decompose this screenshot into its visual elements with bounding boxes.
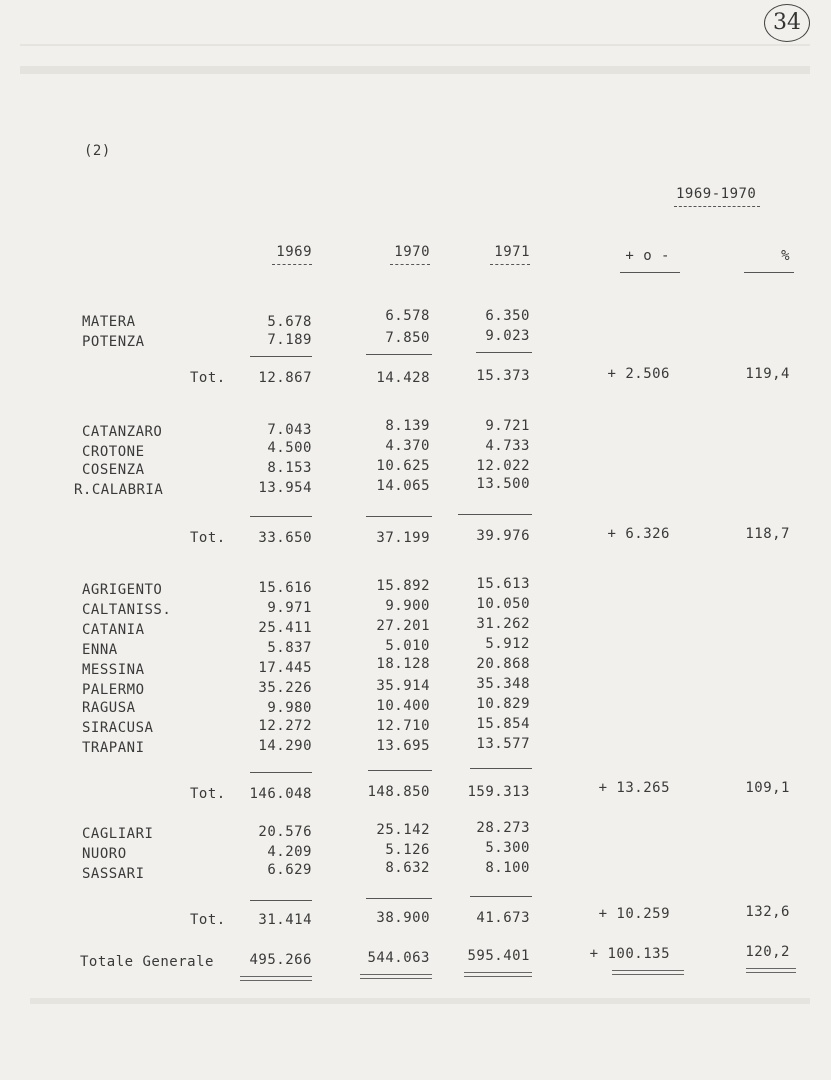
total-diff: + 13.265 (598, 780, 670, 796)
value-1971: 4.733 (485, 438, 530, 454)
value-1970: 9.900 (385, 598, 430, 614)
total-1971: 159.313 (467, 784, 530, 800)
value-1969: 4.500 (267, 440, 312, 456)
value-1971: 13.577 (476, 736, 530, 752)
header-pct: % (781, 248, 790, 264)
subtotal-rule (250, 516, 312, 517)
total-pct: 118,7 (745, 526, 790, 542)
period-underline (674, 206, 760, 207)
total-1970: 38.900 (376, 910, 430, 926)
province-name: CAGLIARI (82, 826, 154, 842)
scan-noise-band (30, 998, 810, 1004)
total-pct: 119,4 (745, 366, 790, 382)
total-label: Tot. (190, 912, 226, 928)
subtotal-rule (470, 768, 532, 769)
province-name: SASSARI (82, 866, 145, 882)
period-label: 1969-1970 (676, 186, 757, 202)
value-1969: 9.980 (267, 700, 312, 716)
value-1970: 18.128 (376, 656, 430, 672)
value-1971: 31.262 (476, 616, 530, 632)
total-1970: 14.428 (376, 370, 430, 386)
total-label: Tot. (190, 786, 226, 802)
province-name: AGRIGENTO (82, 582, 163, 598)
header-underline (390, 264, 430, 265)
subtotal-rule (366, 898, 432, 899)
province-name: CATANZARO (82, 424, 163, 440)
grand-total-1969: 495.266 (249, 952, 312, 968)
province-name: COSENZA (82, 462, 145, 478)
value-1971: 8.100 (485, 860, 530, 876)
value-1970: 5.126 (385, 842, 430, 858)
value-1970: 6.578 (385, 308, 430, 324)
grand-total-double-rule (746, 968, 796, 973)
value-1971: 5.300 (485, 840, 530, 856)
value-1969: 7.043 (267, 422, 312, 438)
total-label: Tot. (190, 370, 226, 386)
value-1969: 6.629 (267, 862, 312, 878)
value-1971: 13.500 (476, 476, 530, 492)
total-diff: + 10.259 (598, 906, 670, 922)
total-1971: 41.673 (476, 910, 530, 926)
subtotal-rule (368, 770, 432, 771)
section-label: (2) (84, 143, 111, 159)
value-1970: 4.370 (385, 438, 430, 454)
subtotal-rule (476, 352, 532, 353)
subtotal-rule (250, 900, 312, 901)
total-diff: + 2.506 (607, 366, 670, 382)
grand-total-diff: + 100.135 (589, 946, 670, 962)
value-1970: 8.139 (385, 418, 430, 434)
value-1970: 10.400 (376, 698, 430, 714)
value-1969: 9.971 (267, 600, 312, 616)
value-1969: 25.411 (258, 620, 312, 636)
total-diff: + 6.326 (607, 526, 670, 542)
value-1971: 28.273 (476, 820, 530, 836)
value-1971: 12.022 (476, 458, 530, 474)
scan-noise-band (20, 66, 810, 74)
province-name: CATANIA (82, 622, 145, 638)
header-underline (744, 272, 794, 273)
province-name: RAGUSA (82, 700, 136, 716)
province-name: R.CALABRIA (74, 482, 164, 498)
value-1971: 15.613 (476, 576, 530, 592)
province-name: CALTANISS. (82, 602, 172, 618)
grand-total-1970: 544.063 (367, 950, 430, 966)
total-1969: 146.048 (249, 786, 312, 802)
province-name: CROTONE (82, 444, 145, 460)
header-1970: 1970 (394, 244, 430, 260)
header-underline (272, 264, 312, 265)
scan-noise-band (20, 44, 810, 46)
grand-total-label: Totale Generale (80, 954, 214, 970)
value-1971: 10.050 (476, 596, 530, 612)
grand-total-double-rule (240, 976, 312, 981)
grand-total-double-rule (612, 970, 684, 975)
value-1969: 12.272 (258, 718, 312, 734)
subtotal-rule (458, 514, 532, 515)
value-1970: 8.632 (385, 860, 430, 876)
grand-total-double-rule (360, 974, 432, 979)
page-number-stamp: 34 (764, 4, 810, 42)
province-name: MESSINA (82, 662, 145, 678)
value-1970: 10.625 (376, 458, 430, 474)
value-1971: 20.868 (476, 656, 530, 672)
province-name: POTENZA (82, 334, 145, 350)
header-1969: 1969 (276, 244, 312, 260)
value-1969: 5.837 (267, 640, 312, 656)
grand-total-double-rule (464, 972, 532, 977)
header-underline (620, 272, 680, 273)
value-1971: 5.912 (485, 636, 530, 652)
total-1969: 33.650 (258, 530, 312, 546)
value-1971: 9.721 (485, 418, 530, 434)
total-1971: 39.976 (476, 528, 530, 544)
value-1971: 35.348 (476, 676, 530, 692)
total-pct: 109,1 (745, 780, 790, 796)
value-1970: 27.201 (376, 618, 430, 634)
subtotal-rule (470, 896, 532, 897)
province-name: NUORO (82, 846, 127, 862)
value-1970: 25.142 (376, 822, 430, 838)
subtotal-rule (366, 516, 432, 517)
value-1970: 14.065 (376, 478, 430, 494)
value-1969: 4.209 (267, 844, 312, 860)
value-1970: 35.914 (376, 678, 430, 694)
grand-total-1971: 595.401 (467, 948, 530, 964)
subtotal-rule (250, 772, 312, 773)
value-1969: 17.445 (258, 660, 312, 676)
value-1969: 35.226 (258, 680, 312, 696)
total-1969: 31.414 (258, 912, 312, 928)
province-name: PALERMO (82, 682, 145, 698)
subtotal-rule (250, 356, 312, 357)
province-name: ENNA (82, 642, 118, 658)
header-underline (490, 264, 530, 265)
header-1971: 1971 (494, 244, 530, 260)
value-1970: 7.850 (385, 330, 430, 346)
province-name: MATERA (82, 314, 136, 330)
value-1969: 15.616 (258, 580, 312, 596)
value-1970: 15.892 (376, 578, 430, 594)
value-1971: 15.854 (476, 716, 530, 732)
value-1969: 8.153 (267, 460, 312, 476)
value-1969: 14.290 (258, 738, 312, 754)
value-1970: 5.010 (385, 638, 430, 654)
total-1971: 15.373 (476, 368, 530, 384)
value-1970: 12.710 (376, 718, 430, 734)
value-1969: 5.678 (267, 314, 312, 330)
total-1969: 12.867 (258, 370, 312, 386)
subtotal-rule (366, 354, 432, 355)
value-1969: 20.576 (258, 824, 312, 840)
province-name: SIRACUSA (82, 720, 154, 736)
value-1971: 6.350 (485, 308, 530, 324)
header-diff: + o - (625, 248, 670, 264)
value-1970: 13.695 (376, 738, 430, 754)
value-1971: 9.023 (485, 328, 530, 344)
province-name: TRAPANI (82, 740, 145, 756)
total-1970: 37.199 (376, 530, 430, 546)
grand-total-pct: 120,2 (745, 944, 790, 960)
value-1971: 10.829 (476, 696, 530, 712)
total-pct: 132,6 (745, 904, 790, 920)
total-1970: 148.850 (367, 784, 430, 800)
value-1969: 7.189 (267, 332, 312, 348)
value-1969: 13.954 (258, 480, 312, 496)
total-label: Tot. (190, 530, 226, 546)
